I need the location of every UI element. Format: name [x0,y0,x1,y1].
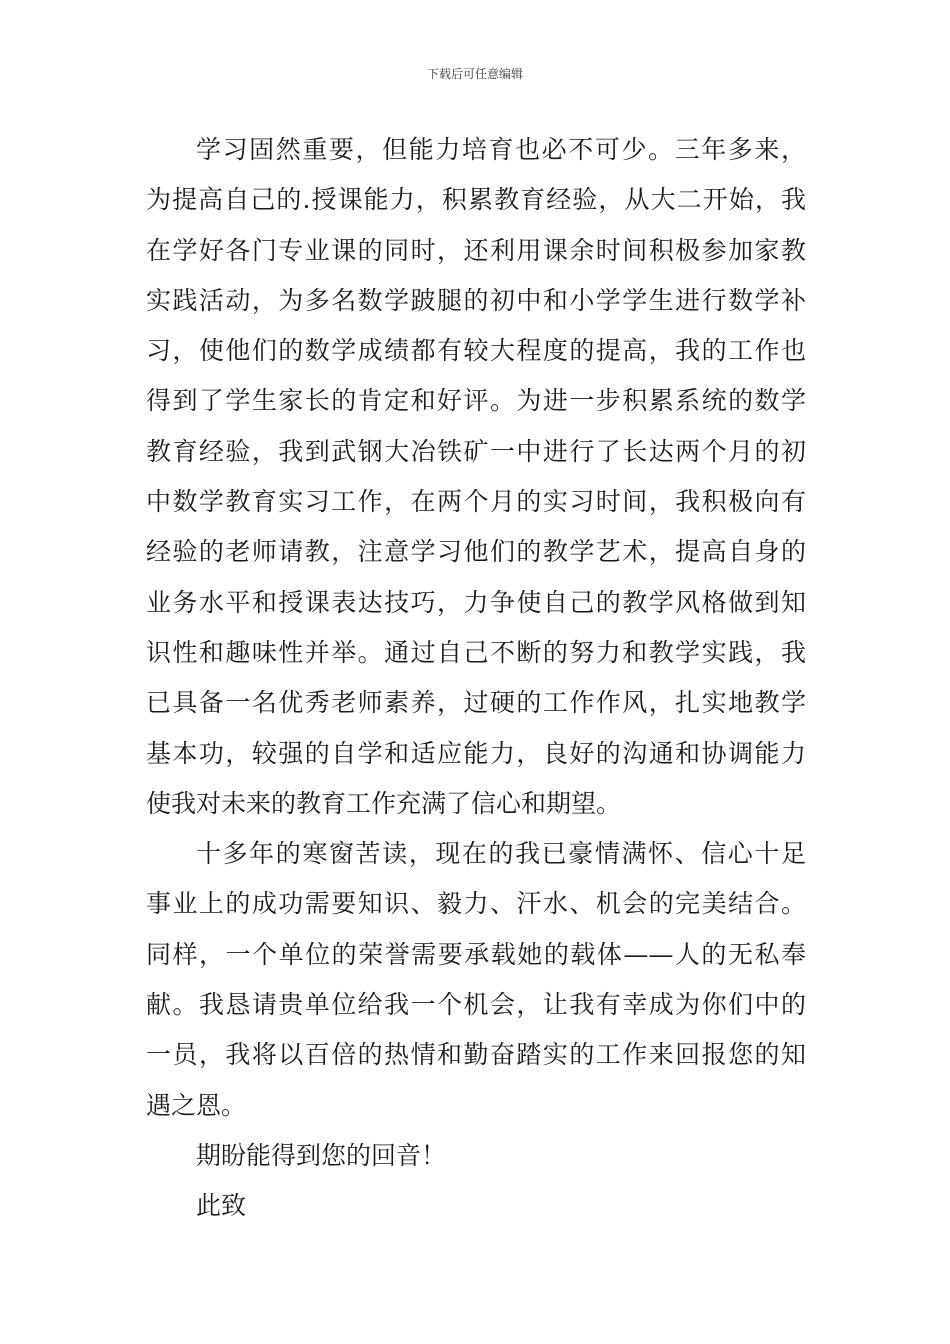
text-line: 一员，我将以百倍的热情和勤奋踏实的工作来回报您的知 [146,1040,806,1070]
text-line: 基本功，较强的自学和适应能力，良好的沟通和协调能力 [146,738,806,768]
text-line: 经验的老师请教，注意学习他们的教学艺术，提高自身的 [146,537,806,567]
text-line: 献。我恳请贵单位给我一个机会，让我有幸成为你们中的 [146,990,806,1020]
text-line: 在学好各门专业课的同时，还利用课余时间积极参加家教 [146,235,806,265]
text-line: 业务水平和授课表达技巧，力争使自己的教学风格做到知 [146,587,806,617]
text-line: 已具备一名优秀老师素养，过硬的工作作风，扎实地教学 [146,688,806,718]
text-line: 中数学教育实习工作，在两个月的实习时间，我积极向有 [146,487,806,517]
text-line: 为提高自己的.授课能力，积累教育经验，从大二开始，我 [146,185,806,215]
paragraph-2 [146,829,806,1131]
document-body [146,125,806,1232]
text-line: 遇之恩。 [146,1090,247,1120]
salutation-paragraph [146,1181,806,1231]
closing-line: 期盼能得到您的回音！ [196,1140,447,1170]
page-header: 下载后可任意编辑 [426,67,523,81]
salutation-line: 此致 [196,1191,247,1221]
text-line: 教育经验，我到武钢大冶铁矿一中进行了长达两个月的初 [146,436,806,466]
text-line: 学习固然重要，但能力培育也必不可少。三年多来， [196,135,806,164]
text-line: 使我对未来的教育工作充满了信心和期望。 [146,788,622,818]
text-line: 习，使他们的数学成绩都有较大程度的提高，我的工作也 [146,336,806,366]
text-line: 识性和趣味性并举。通过自己不断的努力和教学实践，我 [146,637,806,667]
text-line: 得到了学生家长的肯定和好评。为进一步积累系统的数学 [146,386,806,416]
text-line: 同样，一个单位的荣誉需要承载她的载体——人的无私奉 [146,939,806,969]
text-line: 十多年的寒窗苦读，现在的我已豪情满怀、信心十足 [196,839,806,869]
text-line: 实践活动，为多名数学跛腿的初中和小学学生进行数学补 [146,285,806,315]
closing-paragraph [146,1131,806,1181]
text-line: 事业上的成功需要知识、毅力、汗水、机会的完美结合。 [146,889,806,919]
paragraph-1 [146,125,806,829]
